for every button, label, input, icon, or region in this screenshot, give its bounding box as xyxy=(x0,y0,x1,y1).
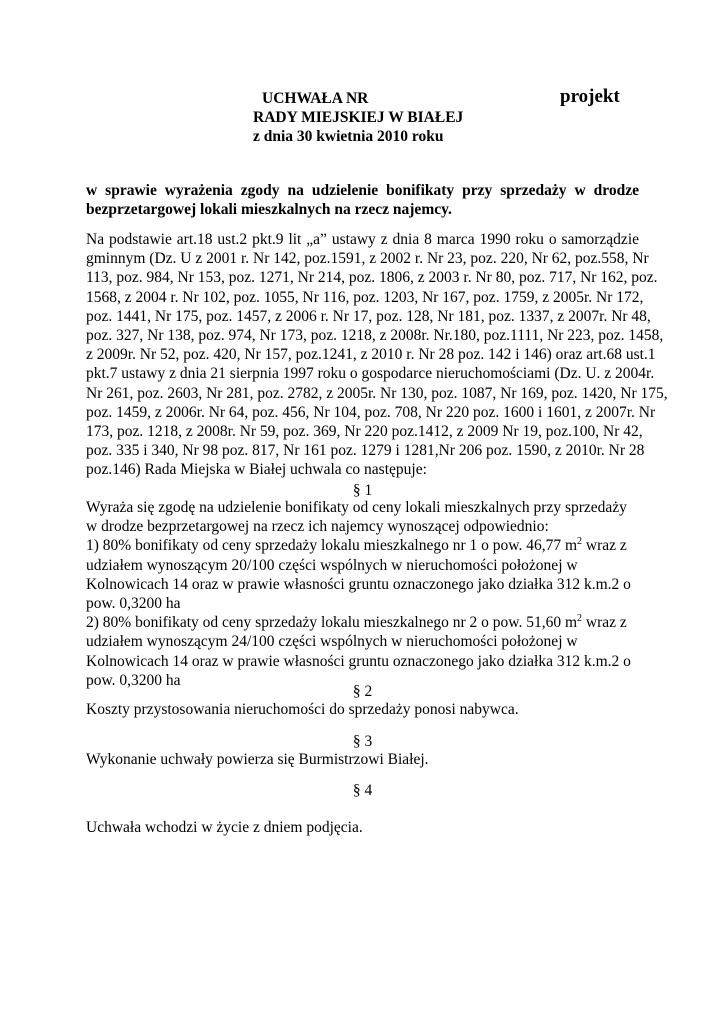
subject-line-1: w sprawie wyrażenia zgody na udzielenie bonifikaty przy sprzedaży w drodze xyxy=(86,182,639,199)
item-1-line: udziałem wynoszącym 20/100 części wspólnych w nieruchomości położonej w xyxy=(86,556,578,574)
section-3-text: Wykonanie uchwały powierza się Burmistrzowi Białej. xyxy=(86,751,429,768)
item-2-line: udziałem wynoszącym 24/100 części wspólnych w nieruchomości położonej w xyxy=(86,633,578,651)
legal-basis-paragraph xyxy=(86,230,668,479)
superscript-2: 2 xyxy=(577,613,582,625)
item-2-line: pow. 0,3200 ha xyxy=(86,671,181,689)
section-2-heading: § 2 xyxy=(352,683,373,700)
section-4-heading: § 4 xyxy=(352,782,373,799)
basis-line: poz. 327, Nr 138, poz. 974, Nr 173, poz. 1218, z 2008r. Nr.180, poz.1111, Nr 223, poz. 1458, xyxy=(86,326,664,344)
council-name: RADY MIEJSKIEJ W BIAŁEJ xyxy=(253,109,464,126)
resolution-title: UCHWAŁA NR xyxy=(262,90,369,107)
basis-line: poz.146) Rada Miejska w Białej uchwala co następuje: xyxy=(86,461,427,479)
item-1-text-end: wraz z xyxy=(582,537,627,555)
item-1-text: 1) 80% bonifikaty od ceny sprzedaży lokalu mieszkalnego nr 1 o pow. 46,77 m xyxy=(86,537,577,555)
basis-line: 1568, z 2004 r. Nr 102, poz. 1055, Nr 116, poz. 1203, Nr 167, poz. 1759, z 2005r. Nr 172, xyxy=(86,288,644,306)
item-1-line: Kolnowicach 14 oraz w prawie własności gruntu oznaczonego jako działka 312 k.m.2 o xyxy=(86,575,631,593)
item-2-line xyxy=(86,613,631,632)
basis-line: poz. 1441, Nr 175, poz. 1457, z 2006 r. Nr 17, poz. 128, Nr 181, poz. 1337, z 2007r. Nr 48, xyxy=(86,307,651,325)
item-1-line xyxy=(86,536,631,555)
section-2-text: Koszty przystosowania nieruchomości do sprzedaży ponosi nabywca. xyxy=(86,701,519,718)
basis-line: z 2009r. Nr 52, poz. 420, Nr 157, poz.1241, z 2010 r. Nr 28 poz. 142 i 146) oraz art.68 ust.1 xyxy=(86,346,656,364)
basis-line: Nr 261, poz. 2603, Nr 281, poz. 2782, z 2005r. Nr 130, poz. 1087, Nr 169, poz. 1420, Nr 175, xyxy=(86,384,668,402)
item-1-line: pow. 0,3200 ha xyxy=(86,594,181,612)
item-2-line: Kolnowicach 14 oraz w prawie własności gruntu oznaczonego jako działka 312 k.m.2 o xyxy=(86,652,631,670)
basis-line: 113, poz. 984, Nr 153, poz. 1271, Nr 214, poz. 1806, z 2003 r. Nr 80, poz. 717, Nr 162, poz. xyxy=(86,269,658,287)
item-2-text: 2) 80% bonifikaty od ceny sprzedaży lokalu mieszkalnego nr 2 o pow. 51,60 m xyxy=(86,614,577,632)
section-1-intro: w drodze bezprzetargowej na rzecz ich najemcy wynoszącej odpowiednio: xyxy=(86,518,549,536)
basis-line: gminnym (Dz. U z 2001 r. Nr 142, poz.1591, z 2002 r. Nr 23, poz. 220, Nr 62, poz.558, Nr xyxy=(86,250,649,268)
draft-label: projekt xyxy=(560,86,620,107)
section-4-text: Uchwała wchodzi w życie z dniem podjęcia. xyxy=(86,819,363,836)
resolution-date: z dnia 30 kwietnia 2010 roku xyxy=(253,128,444,145)
section-3-heading: § 3 xyxy=(352,733,373,750)
section-1-intro: Wyraża się zgodę na udzielenie bonifikaty od ceny lokali mieszkalnych przy sprzedaży xyxy=(86,499,627,516)
section-1-heading: § 1 xyxy=(352,482,373,499)
section-1-body xyxy=(86,498,631,690)
superscript-2: 2 xyxy=(577,536,582,548)
basis-line: poz. 1459, z 2006r. Nr 64, poz. 456, Nr 104, poz. 708, Nr 220 poz. 1600 i 1601, z 2007r. Nr xyxy=(86,403,656,421)
subject-line-2: bezprzetargowej lokali mieszkalnych na rzecz najemcy. xyxy=(86,201,452,218)
basis-line: Na podstawie art.18 ust.2 pkt.9 lit „a” ustawy z dnia 8 marca 1990 roku o samorządzie xyxy=(86,231,639,248)
basis-line: poz. 335 i 340, Nr 98 poz. 817, Nr 161 poz. 1279 i 1281,Nr 206 poz. 1590, z 2010r. Nr 28 xyxy=(86,442,645,460)
basis-line: 173, poz. 1218, z 2008r. Nr 59, poz. 369, Nr 220 poz.1412, z 2009 Nr 19, poz.100, Nr 42, xyxy=(86,422,643,440)
basis-line: pkt.7 ustawy z dnia 21 sierpnia 1997 roku o gospodarce nieruchomościami (Dz. U. z 2004r. xyxy=(86,365,655,383)
item-2-text-end: wraz z xyxy=(582,614,627,632)
